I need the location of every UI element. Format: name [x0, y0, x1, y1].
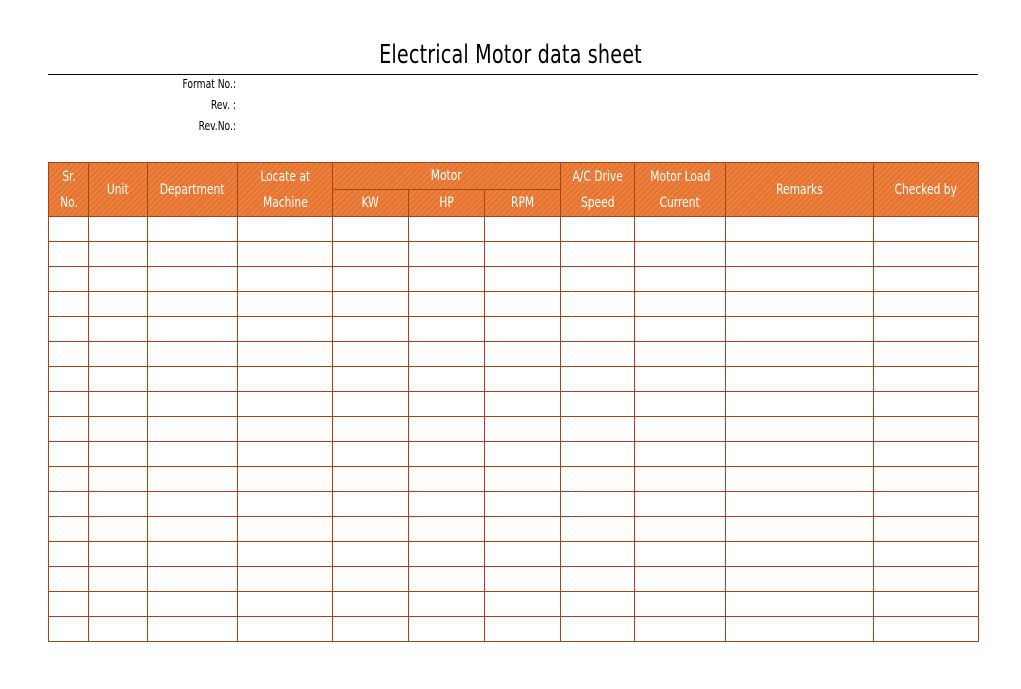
- cell-remarks[interactable]: [726, 217, 874, 242]
- cell-hp[interactable]: [409, 217, 485, 242]
- format-no-label: Format No.:: [182, 77, 236, 91]
- table-row: [49, 217, 979, 242]
- cell-locate[interactable]: [238, 367, 333, 392]
- cell-load-current[interactable]: [635, 242, 726, 267]
- cell-sr-no[interactable]: [49, 342, 89, 367]
- cell-sr-no[interactable]: [49, 492, 89, 517]
- cell-unit[interactable]: [89, 267, 148, 292]
- cell-load-current[interactable]: [635, 442, 726, 467]
- cell-unit[interactable]: [89, 292, 148, 317]
- header-motor-load-current: Motor Load Current: [635, 163, 726, 217]
- cell-department[interactable]: [148, 392, 238, 417]
- cell-checked-by[interactable]: [874, 442, 979, 467]
- header-department: Department: [148, 163, 238, 217]
- cell-kw[interactable]: [333, 342, 409, 367]
- cell-kw[interactable]: [333, 442, 409, 467]
- cell-drive-speed[interactable]: [561, 492, 635, 517]
- cell-locate[interactable]: [238, 392, 333, 417]
- cell-unit[interactable]: [89, 442, 148, 467]
- cell-load-current[interactable]: [635, 392, 726, 417]
- rev-label: Rev. :: [210, 98, 236, 112]
- cell-department[interactable]: [148, 217, 238, 242]
- cell-hp[interactable]: [409, 267, 485, 292]
- cell-drive-speed[interactable]: [561, 442, 635, 467]
- cell-department[interactable]: [148, 317, 238, 342]
- rev-no-label: Rev.No.:: [198, 119, 236, 133]
- cell-load-current[interactable]: [635, 517, 726, 542]
- table-row: [49, 317, 979, 342]
- cell-department[interactable]: [148, 567, 238, 592]
- cell-drive-speed[interactable]: [561, 567, 635, 592]
- cell-kw[interactable]: [333, 542, 409, 567]
- cell-sr-no[interactable]: [49, 592, 89, 617]
- cell-hp[interactable]: [409, 317, 485, 342]
- cell-department[interactable]: [148, 242, 238, 267]
- cell-sr-no[interactable]: [49, 317, 89, 342]
- cell-load-current[interactable]: [635, 492, 726, 517]
- cell-remarks[interactable]: [726, 317, 874, 342]
- cell-unit[interactable]: [89, 542, 148, 567]
- cell-checked-by[interactable]: [874, 567, 979, 592]
- cell-locate[interactable]: [238, 317, 333, 342]
- cell-rpm[interactable]: [485, 517, 561, 542]
- cell-checked-by[interactable]: [874, 542, 979, 567]
- cell-remarks[interactable]: [726, 367, 874, 392]
- table-row: [49, 417, 979, 442]
- cell-load-current[interactable]: [635, 317, 726, 342]
- cell-sr-no[interactable]: [49, 467, 89, 492]
- cell-hp[interactable]: [409, 417, 485, 442]
- cell-hp[interactable]: [409, 617, 485, 642]
- table-body: [49, 217, 979, 642]
- cell-load-current[interactable]: [635, 417, 726, 442]
- motor-data-table: [48, 162, 979, 642]
- cell-sr-no[interactable]: [49, 442, 89, 467]
- cell-rpm[interactable]: [485, 417, 561, 442]
- cell-hp[interactable]: [409, 542, 485, 567]
- cell-locate[interactable]: [238, 592, 333, 617]
- cell-checked-by[interactable]: [874, 367, 979, 392]
- cell-drive-speed[interactable]: [561, 267, 635, 292]
- header-kw: KW: [333, 190, 409, 217]
- cell-checked-by[interactable]: [874, 617, 979, 642]
- cell-kw[interactable]: [333, 567, 409, 592]
- cell-rpm[interactable]: [485, 217, 561, 242]
- header-checked-by: Checked by: [874, 163, 979, 217]
- cell-locate[interactable]: [238, 517, 333, 542]
- cell-locate[interactable]: [238, 292, 333, 317]
- cell-checked-by[interactable]: [874, 417, 979, 442]
- cell-kw[interactable]: [333, 592, 409, 617]
- cell-load-current[interactable]: [635, 292, 726, 317]
- cell-unit[interactable]: [89, 417, 148, 442]
- table-row: [49, 367, 979, 392]
- cell-checked-by[interactable]: [874, 517, 979, 542]
- cell-load-current[interactable]: [635, 217, 726, 242]
- cell-department[interactable]: [148, 367, 238, 392]
- header-hp: HP: [409, 190, 485, 217]
- cell-remarks[interactable]: [726, 617, 874, 642]
- cell-rpm[interactable]: [485, 592, 561, 617]
- cell-remarks[interactable]: [726, 392, 874, 417]
- cell-kw[interactable]: [333, 317, 409, 342]
- cell-checked-by[interactable]: [874, 592, 979, 617]
- cell-remarks[interactable]: [726, 517, 874, 542]
- table-row: [49, 617, 979, 642]
- cell-sr-no[interactable]: [49, 567, 89, 592]
- cell-kw[interactable]: [333, 517, 409, 542]
- cell-drive-speed[interactable]: [561, 517, 635, 542]
- cell-kw[interactable]: [333, 417, 409, 442]
- cell-kw[interactable]: [333, 217, 409, 242]
- table-row: [49, 567, 979, 592]
- table-row: [49, 592, 979, 617]
- cell-hp[interactable]: [409, 442, 485, 467]
- cell-department[interactable]: [148, 442, 238, 467]
- header-remarks: Remarks: [726, 163, 874, 217]
- cell-hp[interactable]: [409, 467, 485, 492]
- cell-load-current[interactable]: [635, 267, 726, 292]
- cell-locate[interactable]: [238, 417, 333, 442]
- cell-sr-no[interactable]: [49, 617, 89, 642]
- cell-department[interactable]: [148, 267, 238, 292]
- cell-checked-by[interactable]: [874, 217, 979, 242]
- table-row: [49, 267, 979, 292]
- cell-department[interactable]: [148, 492, 238, 517]
- cell-remarks[interactable]: [726, 442, 874, 467]
- cell-load-current[interactable]: [635, 467, 726, 492]
- cell-locate[interactable]: [238, 467, 333, 492]
- cell-sr-no[interactable]: [49, 267, 89, 292]
- cell-remarks[interactable]: [726, 417, 874, 442]
- cell-sr-no[interactable]: [49, 367, 89, 392]
- cell-kw[interactable]: [333, 467, 409, 492]
- cell-unit[interactable]: [89, 517, 148, 542]
- cell-unit[interactable]: [89, 392, 148, 417]
- table-row: [49, 342, 979, 367]
- cell-checked-by[interactable]: [874, 242, 979, 267]
- cell-remarks[interactable]: [726, 592, 874, 617]
- cell-department[interactable]: [148, 467, 238, 492]
- cell-locate[interactable]: [238, 542, 333, 567]
- cell-rpm[interactable]: [485, 617, 561, 642]
- page-title: Electrical Motor data sheet: [379, 40, 642, 70]
- title-rule: [48, 74, 978, 75]
- cell-kw[interactable]: [333, 242, 409, 267]
- cell-locate[interactable]: [238, 242, 333, 267]
- table-row: [49, 442, 979, 467]
- cell-hp[interactable]: [409, 517, 485, 542]
- cell-department[interactable]: [148, 417, 238, 442]
- cell-unit[interactable]: [89, 467, 148, 492]
- cell-checked-by[interactable]: [874, 292, 979, 317]
- cell-unit[interactable]: [89, 217, 148, 242]
- header-motor: Motor: [333, 163, 561, 190]
- header-ac-drive-speed: A/C Drive Speed: [561, 163, 635, 217]
- cell-sr-no[interactable]: [49, 542, 89, 567]
- cell-checked-by[interactable]: [874, 492, 979, 517]
- cell-department[interactable]: [148, 517, 238, 542]
- cell-remarks[interactable]: [726, 542, 874, 567]
- cell-remarks[interactable]: [726, 492, 874, 517]
- cell-remarks[interactable]: [726, 267, 874, 292]
- cell-kw[interactable]: [333, 292, 409, 317]
- cell-load-current[interactable]: [635, 617, 726, 642]
- cell-rpm[interactable]: [485, 567, 561, 592]
- cell-department[interactable]: [148, 592, 238, 617]
- cell-locate[interactable]: [238, 617, 333, 642]
- cell-drive-speed[interactable]: [561, 592, 635, 617]
- cell-locate[interactable]: [238, 492, 333, 517]
- table-row: [49, 242, 979, 267]
- cell-unit[interactable]: [89, 342, 148, 367]
- cell-rpm[interactable]: [485, 392, 561, 417]
- cell-locate[interactable]: [238, 342, 333, 367]
- header-unit: Unit: [89, 163, 148, 217]
- cell-rpm[interactable]: [485, 267, 561, 292]
- cell-load-current[interactable]: [635, 342, 726, 367]
- cell-remarks[interactable]: [726, 242, 874, 267]
- cell-unit[interactable]: [89, 317, 148, 342]
- header-locate-at-machine: Locate at Machine: [238, 163, 333, 217]
- cell-rpm[interactable]: [485, 367, 561, 392]
- table-row: [49, 542, 979, 567]
- cell-kw[interactable]: [333, 617, 409, 642]
- cell-load-current[interactable]: [635, 567, 726, 592]
- cell-remarks[interactable]: [726, 292, 874, 317]
- cell-sr-no[interactable]: [49, 217, 89, 242]
- cell-unit[interactable]: [89, 367, 148, 392]
- cell-department[interactable]: [148, 617, 238, 642]
- cell-drive-speed[interactable]: [561, 617, 635, 642]
- cell-department[interactable]: [148, 342, 238, 367]
- header-sr-no: Sr. No.: [49, 163, 89, 217]
- cell-rpm[interactable]: [485, 342, 561, 367]
- cell-drive-speed[interactable]: [561, 292, 635, 317]
- cell-kw[interactable]: [333, 492, 409, 517]
- cell-checked-by[interactable]: [874, 317, 979, 342]
- cell-rpm[interactable]: [485, 242, 561, 267]
- cell-drive-speed[interactable]: [561, 342, 635, 367]
- cell-locate[interactable]: [238, 442, 333, 467]
- cell-remarks[interactable]: [726, 342, 874, 367]
- cell-drive-speed[interactable]: [561, 367, 635, 392]
- cell-checked-by[interactable]: [874, 392, 979, 417]
- cell-kw[interactable]: [333, 267, 409, 292]
- header-rpm: RPM: [485, 190, 561, 217]
- cell-hp[interactable]: [409, 242, 485, 267]
- cell-unit[interactable]: [89, 492, 148, 517]
- cell-sr-no[interactable]: [49, 417, 89, 442]
- cell-sr-no[interactable]: [49, 242, 89, 267]
- cell-drive-speed[interactable]: [561, 542, 635, 567]
- cell-load-current[interactable]: [635, 367, 726, 392]
- cell-drive-speed[interactable]: [561, 317, 635, 342]
- cell-hp[interactable]: [409, 292, 485, 317]
- cell-sr-no[interactable]: [49, 392, 89, 417]
- cell-kw[interactable]: [333, 392, 409, 417]
- table-row: [49, 517, 979, 542]
- cell-locate[interactable]: [238, 567, 333, 592]
- cell-hp[interactable]: [409, 392, 485, 417]
- cell-rpm[interactable]: [485, 442, 561, 467]
- cell-load-current[interactable]: [635, 542, 726, 567]
- cell-checked-by[interactable]: [874, 467, 979, 492]
- cell-locate[interactable]: [238, 267, 333, 292]
- cell-unit[interactable]: [89, 617, 148, 642]
- cell-rpm[interactable]: [485, 467, 561, 492]
- cell-checked-by[interactable]: [874, 342, 979, 367]
- cell-hp[interactable]: [409, 367, 485, 392]
- cell-department[interactable]: [148, 542, 238, 567]
- cell-drive-speed[interactable]: [561, 392, 635, 417]
- cell-department[interactable]: [148, 292, 238, 317]
- cell-hp[interactable]: [409, 592, 485, 617]
- cell-hp[interactable]: [409, 567, 485, 592]
- cell-remarks[interactable]: [726, 567, 874, 592]
- cell-locate[interactable]: [238, 217, 333, 242]
- cell-hp[interactable]: [409, 342, 485, 367]
- cell-unit[interactable]: [89, 567, 148, 592]
- table-row: [49, 467, 979, 492]
- table-row: [49, 492, 979, 517]
- cell-rpm[interactable]: [485, 542, 561, 567]
- cell-rpm[interactable]: [485, 492, 561, 517]
- cell-unit[interactable]: [89, 242, 148, 267]
- cell-sr-no[interactable]: [49, 517, 89, 542]
- cell-rpm[interactable]: [485, 292, 561, 317]
- cell-drive-speed[interactable]: [561, 417, 635, 442]
- cell-rpm[interactable]: [485, 317, 561, 342]
- cell-drive-speed[interactable]: [561, 242, 635, 267]
- cell-remarks[interactable]: [726, 467, 874, 492]
- cell-drive-speed[interactable]: [561, 217, 635, 242]
- cell-hp[interactable]: [409, 492, 485, 517]
- cell-unit[interactable]: [89, 592, 148, 617]
- cell-checked-by[interactable]: [874, 267, 979, 292]
- table-row: [49, 292, 979, 317]
- cell-load-current[interactable]: [635, 592, 726, 617]
- cell-drive-speed[interactable]: [561, 467, 635, 492]
- cell-sr-no[interactable]: [49, 292, 89, 317]
- cell-kw[interactable]: [333, 367, 409, 392]
- table-row: [49, 392, 979, 417]
